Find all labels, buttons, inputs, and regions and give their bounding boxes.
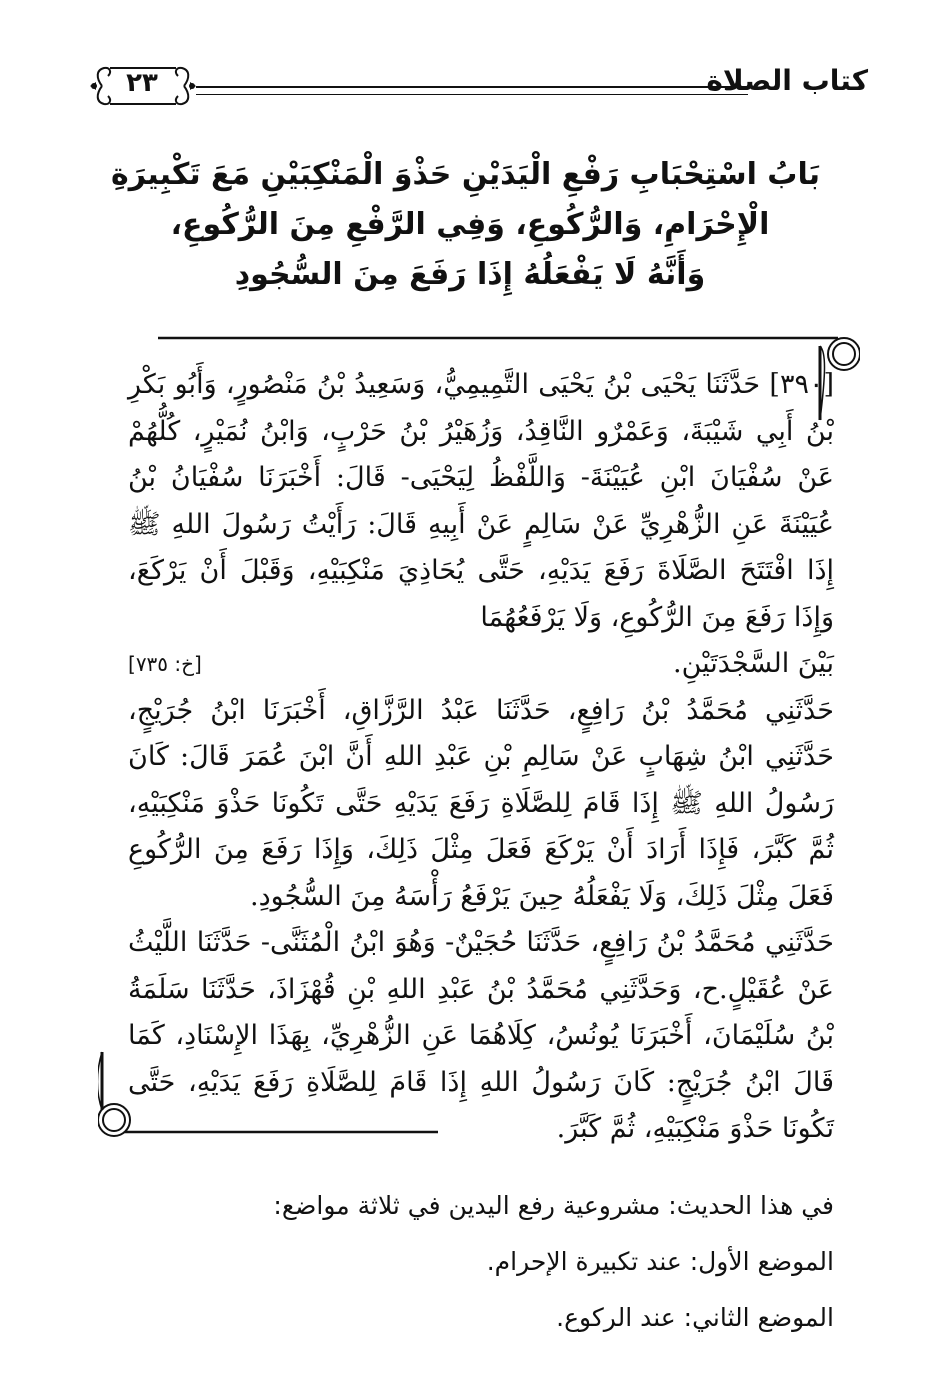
running-title: كتاب الصلاة: [706, 64, 868, 97]
commentary-line: الموضع الثاني: عند الركوع.: [556, 1303, 834, 1332]
chapter-heading-line: وَأَنَّهُ لَا يَفْعَلُهُ إِذَا رَفَعَ مِنَ السُّجُودِ: [234, 257, 706, 292]
bukhari-reference: [خ: ٧٣٥]: [128, 652, 202, 676]
header-rule: [196, 86, 748, 95]
hadith-paragraph-end-line: [128, 641, 834, 688]
chapter-heading: [111, 150, 820, 300]
hadith-paragraph-end: بَيْنَ السَّجْدَتَيْنِ.: [672, 648, 834, 679]
page-number: ٢٣: [126, 68, 158, 98]
hadith-paragraph: حَدَّثَنِي مُحَمَّدُ بْنُ رَافِعٍ، حَدَّثَنَا عَبْدُ الرَّزَّاقِ، أَخْبَرَنَا ابْنُ جُرَيْجٍ، حَدَّثَنِي ابْنُ شِهَابٍ عَنْ سَالِمِ بْنِ عَبْدِ اللهِ أَنَّ ابْنَ عُمَرَ قَالَ: كَانَ رَسُولُ اللهِ ﷺ إِذَا قَامَ لِلصَّلَاةِ رَفَعَ يَدَيْهِ حَتَّى تَكُونَا حَذْوَ مَنْكِبَيْهِ، ثُمَّ كَبَّرَ، فَإِذَا أَرَادَ أَنْ يَرْكَعَ فَعَلَ مِثْلَ ذَلِكَ، وَإِذَا رَفَعَ مِنَ الرُّكُوعِ فَعَلَ مِثْلَ ذَلِكَ، وَلَا يَفْعَلُهُ حِينَ يَرْفَعُ رَأْسَهُ مِنَ السُّجُودِ.: [128, 694, 834, 912]
page-number-ornament: [88, 62, 198, 110]
page-header: [88, 62, 868, 110]
commentary-line: الموضع الأول: عند تكبيرة الإحرام.: [486, 1247, 834, 1276]
hadith-paragraph: حَدَّثَنِي مُحَمَّدُ بْنُ رَافِعٍ، حَدَّثَنَا حُجَيْنٌ- وَهُوَ ابْنُ الْمُثَنَّى- حَدَّثَنَا اللَّيْثُ عَنْ عُقَيْلٍ.ح، وَحَدَّثَنِي مُحَمَّدُ بْنُ عَبْدِ اللهِ بْنِ قُهْزَاذَ، حَدَّثَنَا سَلَمَةُ بْنُ سُلَيْمَانَ، أَخْبَرَنَا يُونُسُ، كِلَاهُمَا عَنِ الزُّهْرِيِّ، بِهَذَا الإِسْنَادِ، كَمَا قَالَ ابْنُ جُرَيْجٍ: كَانَ رَسُولُ اللهِ إِذَا قَامَ لِلصَّلَاةِ رَفَعَ يَدَيْهِ، حَتَّى تَكُونَا حَذْوَ مَنْكِبَيْهِ، ثُمَّ كَبَّرَ.: [128, 927, 834, 1144]
chapter-heading-line: بَابُ اسْتِحْبَابِ رَفْعِ الْيَدَيْنِ حَذْوَ الْمَنْكِبَيْنِ مَعَ تَكْبِيرَةِ: [111, 157, 820, 192]
chapter-heading-line: الْإِحْرَامِ، وَالرُّكُوعِ، وَفِي الرَّفْعِ مِنَ الرُّكُوعِ،: [170, 207, 770, 242]
commentary: [200, 1178, 834, 1346]
hadith-paragraph: [٣٩٠] حَدَّثَنَا يَحْيَى بْنُ يَحْيَى التَّمِيمِيُّ، وَسَعِيدُ بْنُ مَنْصُورٍ، وَأَبُو بَكْرِ بْنُ أَبِي شَيْبَةَ، وَعَمْرٌو النَّاقِدُ، وَزُهَيْرُ بْنُ حَرْبٍ، وَابْنُ نُمَيْرٍ، كُلُّهُمْ عَنْ سُفْيَانَ ابْنِ عُيَيْنَةَ- وَاللَّفْظُ لِيَحْيَى- قَالَ: أَخْبَرَنَا سُفْيَانُ بْنُ عُيَيْنَةَ عَنِ الزُّهْرِيِّ عَنْ سَالِمٍ عَنْ أَبِيهِ قَالَ: رَأَيْتُ رَسُولَ اللهِ ﷺ إِذَا افْتَتَحَ الصَّلَاةَ رَفَعَ يَدَيْهِ، حَتَّى يُحَاذِيَ مَنْكِبَيْهِ، وَقَبْلَ أَنْ يَرْكَعَ، وَإِذَا رَفَعَ مِنَ الرُّكُوعِ، وَلَا يَرْفَعُهُمَا: [128, 369, 834, 633]
hadith-text: [128, 362, 834, 1153]
commentary-line: في هذا الحديث: مشروعية رفع اليدين في ثلاثة مواضع:: [273, 1191, 834, 1220]
